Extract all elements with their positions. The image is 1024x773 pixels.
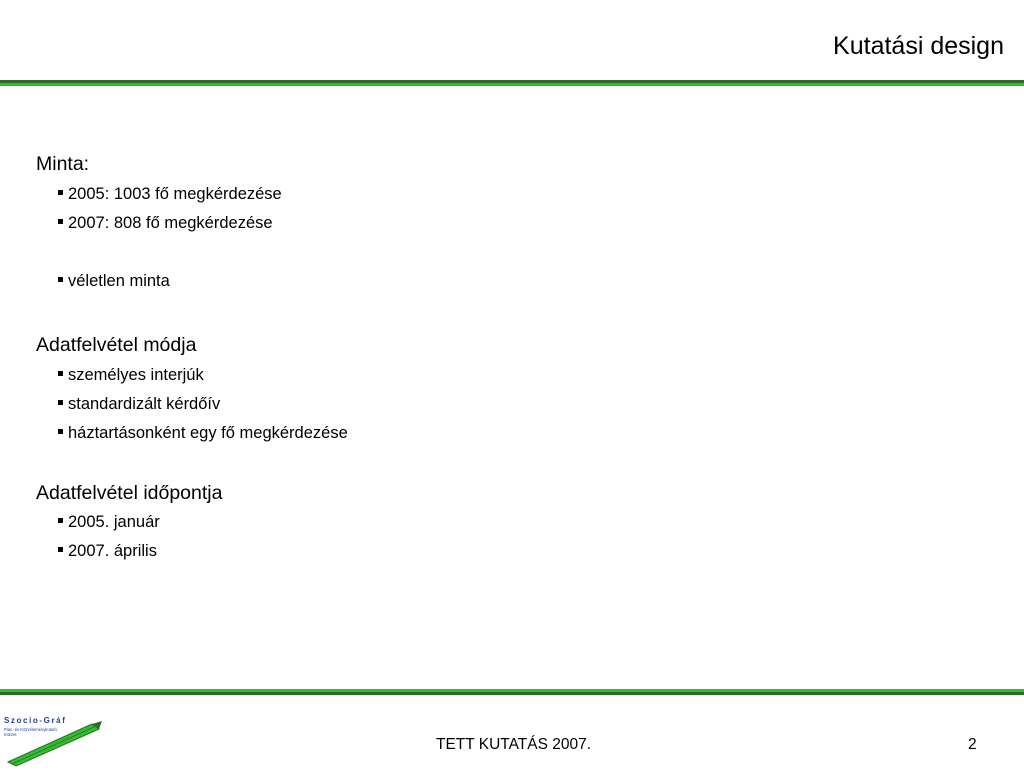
bullet-square-icon <box>58 400 63 405</box>
bullet-item: 2005. január <box>58 511 160 533</box>
section-heading-minta: Minta: <box>36 153 90 175</box>
page-number: 2 <box>968 736 977 753</box>
bullet-item: háztartásonként egy fő megkérdezése <box>58 422 348 444</box>
footer-text: TETT KUTATÁS 2007. <box>436 736 592 753</box>
bullet-square-icon <box>58 219 63 224</box>
footer-divider <box>0 689 1024 695</box>
svg-text:Piac- és Közvéleménykutató: Piac- és Közvéleménykutató <box>4 727 57 732</box>
svg-text:Szocio-Gráf: Szocio-Gráf <box>4 716 67 725</box>
bullet-square-icon <box>58 190 63 195</box>
bullet-square-icon <box>58 277 63 282</box>
bullet-item: 2005: 1003 fő megkérdezése <box>58 183 282 205</box>
bullet-square-icon <box>58 371 63 376</box>
bullet-square-icon <box>58 547 63 552</box>
svg-text:Intézet: Intézet <box>4 732 17 737</box>
bullet-item: véletlen minta <box>58 270 170 292</box>
bullet-item: személyes interjúk <box>58 364 204 386</box>
bullet-item: 2007. április <box>58 540 157 562</box>
szocio-graf-logo <box>2 712 106 768</box>
pencil-logo-icon <box>2 712 106 768</box>
bullet-item: 2007: 808 fő megkérdezése <box>58 212 273 234</box>
bullet-square-icon <box>58 518 63 523</box>
bullet-square-icon <box>58 429 63 434</box>
section-heading-adatfelvetel-modja: Adatfelvétel módja <box>36 334 197 356</box>
slide-title: Kutatási design <box>833 32 1004 60</box>
bullet-item: standardizált kérdőív <box>58 393 220 415</box>
section-heading-adatfelvetel-idopontja: Adatfelvétel időpontja <box>36 482 223 504</box>
